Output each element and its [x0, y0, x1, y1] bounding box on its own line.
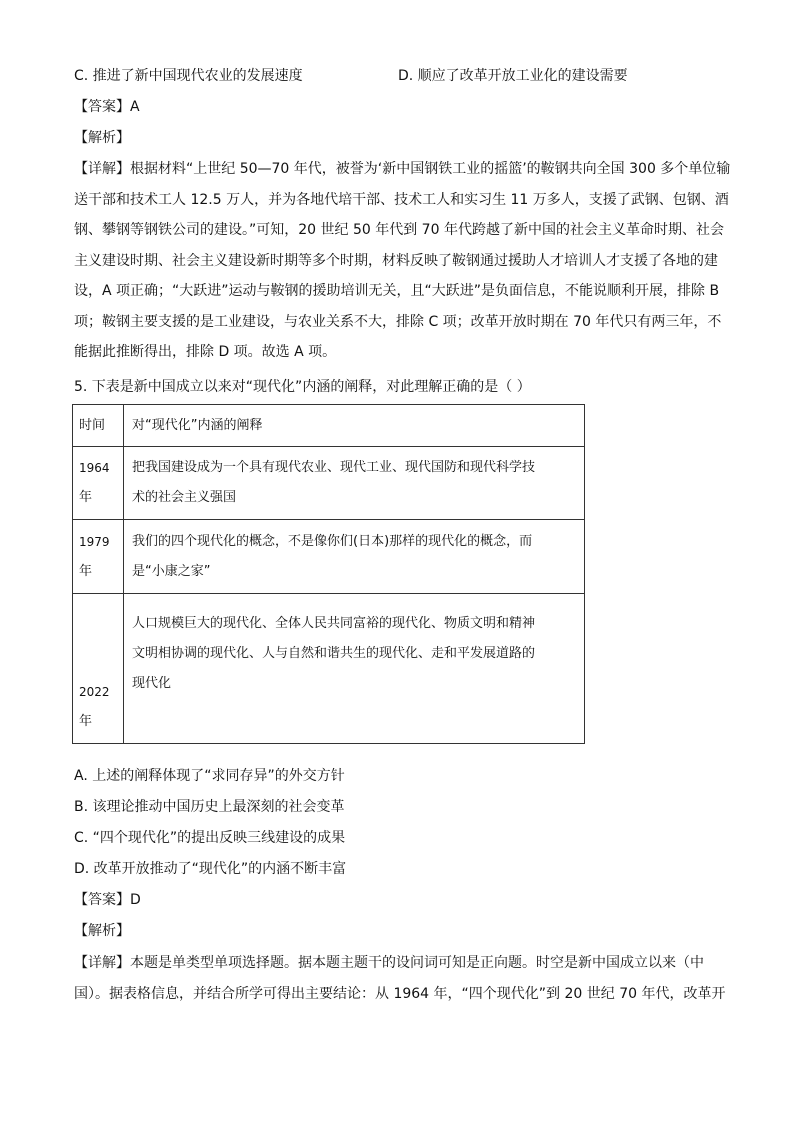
question-stem: 5. 下表是新中国成立以来对“现代化”内涵的阐释，对此理解正确的是（ ） [74, 379, 531, 395]
year-cell [73, 520, 124, 594]
detail-line: 钢、攀钢等钢铁公司的建设。”可知，20 世纪 50 年代到 70 年代跨越了新中国的社会主义革命时期、社会 [74, 222, 724, 238]
year-number: 1964 [79, 461, 110, 475]
analysis-label: 【解析】 [74, 130, 130, 146]
option-d: D. 改革开放推动了“现代化”的内涵不断丰富 [74, 861, 347, 877]
year-unit: 年 [79, 490, 93, 505]
description-cell [124, 520, 585, 594]
detail-line: 国）。据表格信息，并结合所学可得出主要结论：从 1964 年，“四个现代化”到 20 世纪 70 年代，改革开 [74, 985, 726, 1002]
description-cell [124, 594, 585, 744]
detail-line: 主义建设时期、社会主义建设新时期等多个时期，材料反映了鞍钢通过援助人才培训人才支援了各地的建 [74, 252, 718, 269]
detail-line: 【详解】本题是单类型单项选择题。据本题主题干的设问词可知是正向题。时空是新中国成立以来（中 [74, 955, 704, 971]
answer-label: 【答案】A [74, 99, 140, 115]
year-unit: 年 [79, 714, 93, 729]
description-line: 术的社会主义强国 [132, 490, 237, 505]
option-a: A. 上述的阐释体现了“求同存异”的外交方针 [74, 768, 345, 784]
description-line: 我们的四个现代化的概念，不是像你们(日本)那样的现代化的概念，而 [132, 533, 533, 549]
table-row [73, 447, 585, 520]
detail-line: 设，A 项正确；“大跃进”运动与鞍钢的援助培训无关，且“大跃进”是负面信息，不能说顺利开展，排除 B [74, 283, 720, 299]
answer-label: 【答案】D [74, 892, 141, 908]
modernization-table [72, 404, 585, 744]
option-d: D. 顺应了改革开放工业化的建设需要 [398, 68, 628, 84]
detail-paragraph [74, 154, 731, 368]
description-line: 文明相协调的现代化、人与自然和谐共生的现代化、走和平发展道路的 [132, 646, 536, 661]
year-cell [73, 447, 124, 520]
option-b: B. 该理论推动中国历史上最深刻的社会变革 [74, 799, 345, 815]
table-header-cell: 时间 [73, 405, 124, 447]
detail-line: 项；鞍钢主要支援的是工业建设，与农业关系不大，排除 C 项；改革开放时期在 70 年代只有两三年，不 [74, 313, 722, 330]
detail-paragraph [74, 948, 726, 1009]
description-cell [124, 447, 585, 520]
year-number: 1979 [79, 534, 110, 549]
option-c: C. “四个现代化”的提出反映三线建设的成果 [74, 830, 346, 846]
description-line: 把我国建设成为一个具有现代农业、现代工业、现代国防和现代科学技 [132, 460, 536, 475]
description-line: 是“小康之家” [132, 563, 211, 579]
table-header-cell: 对“现代化”内涵的阐释 [124, 405, 585, 447]
year-unit: 年 [79, 563, 93, 579]
year-cell [73, 594, 124, 744]
analysis-label: 【解析】 [74, 923, 130, 939]
table-row [73, 520, 585, 594]
detail-line: 【详解】根据材料“上世纪 50—70 年代，被誉为‘新中国钢铁工业的摇篮’的鞍钢共向全国 300 多个单位输 [74, 161, 731, 177]
table-row [73, 594, 585, 744]
detail-line: 送干部和技术工人 12.5 万人，并为各地代培干部、技术工人和实习生 11 万多人，支援了武钢、包钢、酒 [74, 191, 729, 208]
year-number: 2022 [79, 685, 110, 699]
table-header-row [73, 405, 585, 447]
option-c: C. 推进了新中国现代农业的发展速度 [74, 68, 303, 84]
description-line: 现代化 [132, 676, 172, 691]
description-line: 人口规模巨大的现代化、全体人民共同富裕的现代化、物质文明和精神 [132, 616, 536, 631]
detail-line: 能据此推断得出，排除 D 项。故选 A 项。 [74, 344, 337, 360]
